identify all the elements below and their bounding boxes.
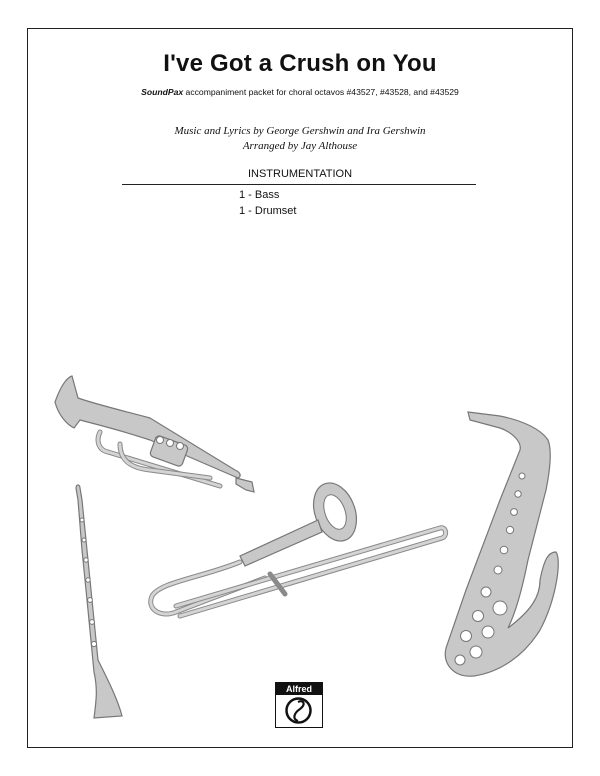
- instrument-item: 1 - Bass: [239, 189, 280, 201]
- logo-music-note-icon: [276, 695, 321, 726]
- instrumentation-heading: INSTRUMENTATION: [247, 168, 353, 180]
- logo-wordmark: Alfred: [276, 683, 322, 695]
- trombone-icon: [151, 477, 446, 616]
- page-title: I've Got a Crush on You: [163, 50, 437, 77]
- saxophone-icon: [445, 412, 558, 676]
- subtitle-text: accompaniment packet for choral octavos #43527, #43528, and #43529: [183, 87, 459, 97]
- alfred-logo: [275, 682, 323, 728]
- music-lyrics-credit: Music and Lyrics by George Gershwin and Ira Gershwin: [174, 125, 426, 137]
- arranger-credit: Arranged by Jay Althouse: [242, 140, 358, 152]
- brand-name: SoundPax: [141, 87, 184, 97]
- instrument-item: 1 - Drumset: [239, 205, 297, 217]
- trumpet-icon: [55, 376, 254, 492]
- clarinet-icon: [76, 485, 122, 718]
